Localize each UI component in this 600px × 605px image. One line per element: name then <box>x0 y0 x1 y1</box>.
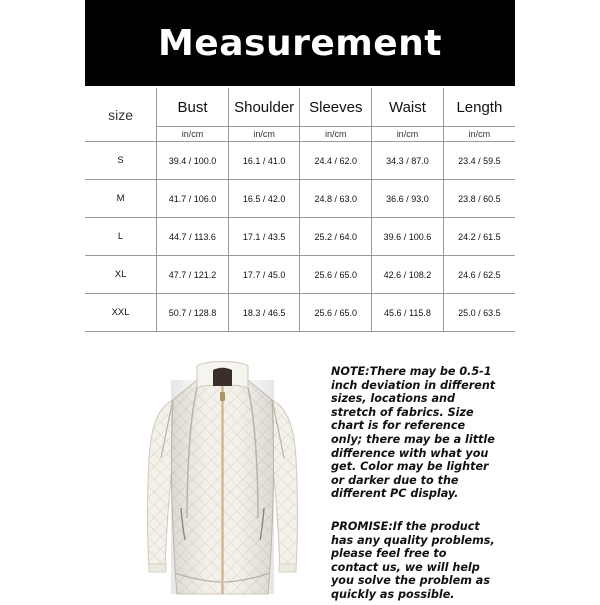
unit-label: in/cm <box>300 127 372 142</box>
size-label: XXL <box>85 294 157 332</box>
table-cell: 45.6 / 115.8 <box>372 294 444 332</box>
table-cell: 16.5 / 42.0 <box>228 180 300 218</box>
size-label: L <box>85 218 157 256</box>
table-cell: 17.7 / 45.0 <box>228 256 300 294</box>
table-cell: 18.3 / 46.5 <box>228 294 300 332</box>
quilted-jacket-image <box>135 358 310 600</box>
table-cell: 50.7 / 128.8 <box>157 294 229 332</box>
table-cell: 23.4 / 59.5 <box>443 142 515 180</box>
table-cell: 25.6 / 65.0 <box>300 256 372 294</box>
table-cell: 42.6 / 108.2 <box>372 256 444 294</box>
table-cell: 17.1 / 43.5 <box>228 218 300 256</box>
unit-label: in/cm <box>228 127 300 142</box>
table-cell: 47.7 / 121.2 <box>157 256 229 294</box>
table-cell: 41.7 / 106.0 <box>157 180 229 218</box>
column-header-shoulder: Shoulder <box>228 88 300 127</box>
column-header-length: Length <box>443 88 515 127</box>
table-cell: 24.4 / 62.0 <box>300 142 372 180</box>
table-cell: 25.6 / 65.0 <box>300 294 372 332</box>
product-image <box>135 358 310 600</box>
table-cell: 24.6 / 62.5 <box>443 256 515 294</box>
unit-label: in/cm <box>443 127 515 142</box>
table-row <box>85 180 515 218</box>
table-cell: 39.6 / 100.6 <box>372 218 444 256</box>
table-cell: 24.8 / 63.0 <box>300 180 372 218</box>
column-header-sleeves: Sleeves <box>300 88 372 127</box>
table-cell: 39.4 / 100.0 <box>157 142 229 180</box>
table-cell: 25.0 / 63.5 <box>443 294 515 332</box>
table-cell: 34.3 / 87.0 <box>372 142 444 180</box>
unit-label: in/cm <box>157 127 229 142</box>
size-column-header: size <box>85 88 157 142</box>
size-chart-table <box>85 88 515 332</box>
table-cell: 23.8 / 60.5 <box>443 180 515 218</box>
table-row <box>85 294 515 332</box>
table-row <box>85 218 515 256</box>
table-cell: 25.2 / 64.0 <box>300 218 372 256</box>
banner-title: Measurement <box>157 22 443 64</box>
table-cell: 44.7 / 113.6 <box>157 218 229 256</box>
column-header-bust: Bust <box>157 88 229 127</box>
unit-label: in/cm <box>372 127 444 142</box>
column-header-waist: Waist <box>372 88 444 127</box>
table-header-row <box>85 88 515 127</box>
table-cell: 24.2 / 61.5 <box>443 218 515 256</box>
size-label: M <box>85 180 157 218</box>
note-text-block <box>331 365 496 501</box>
table-cell: 16.1 / 41.0 <box>228 142 300 180</box>
measurement-banner <box>85 0 515 86</box>
size-label: XL <box>85 256 157 294</box>
promise-text-block <box>331 520 496 602</box>
promise-text: PROMISE:If the product has any quality problems, please feel free to contact us, we will help you solve the problem as quickly as possible. <box>331 520 495 601</box>
size-label: S <box>85 142 157 180</box>
table-row <box>85 256 515 294</box>
table-row <box>85 142 515 180</box>
table-cell: 36.6 / 93.0 <box>372 180 444 218</box>
note-text: NOTE:There may be 0.5-1 inch deviation in different sizes, locations and stretch of fabrics. Size chart is for reference only; there may be a little difference with what you get. Color may be lighter or darker due to the different PC display. <box>331 365 496 501</box>
